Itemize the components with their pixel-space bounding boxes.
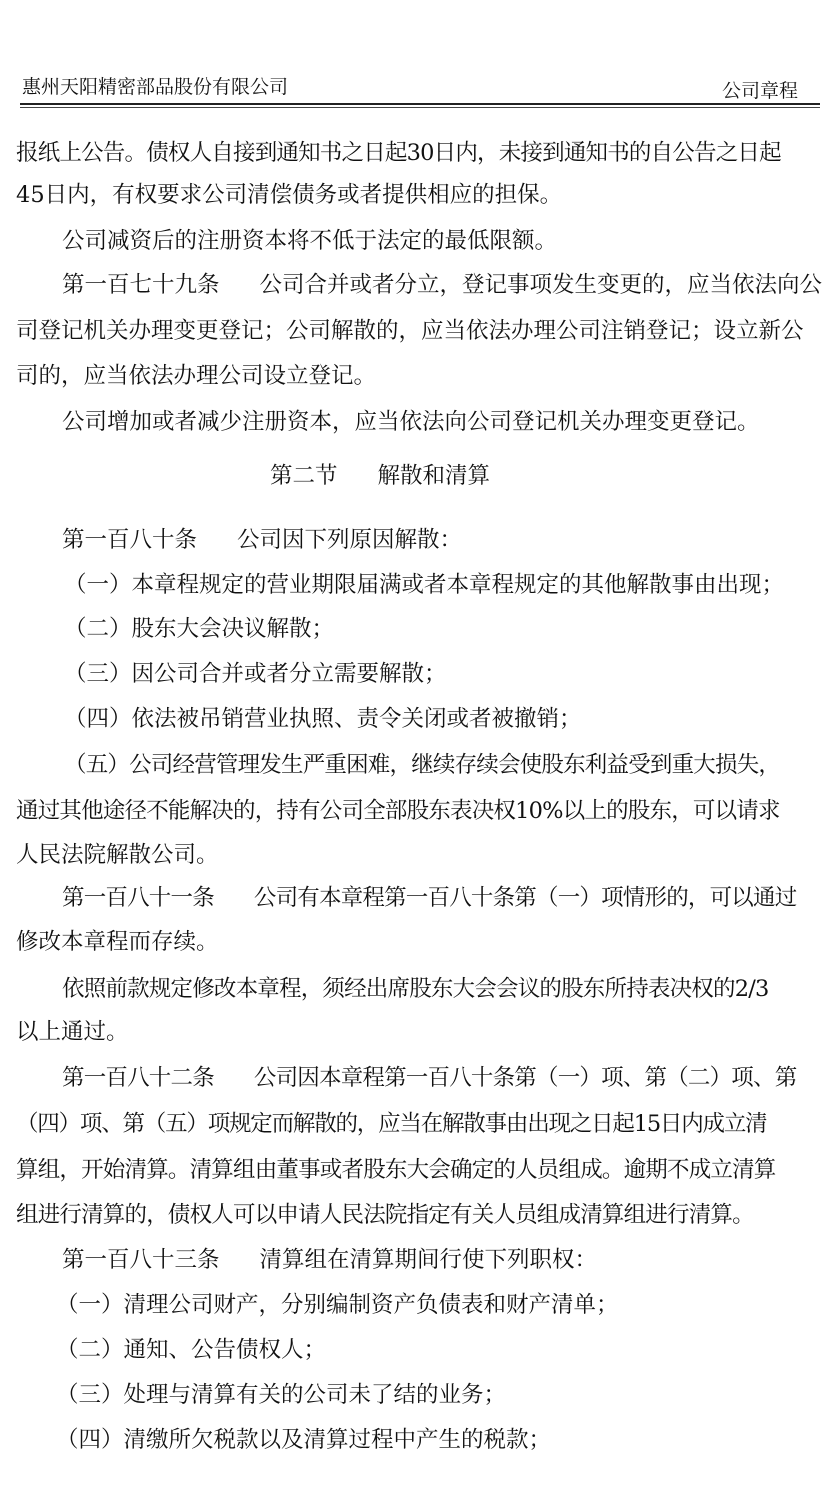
article-182-line: 第一百八十二条 公司因本章程第一百八十条第（一）项、第（二）项、第 <box>62 1065 797 1091</box>
header-rule <box>20 103 820 105</box>
article-181-line: 第一百八十一条 公司有本章程第一百八十条第（一）项情形的，可以通过 <box>62 885 797 911</box>
list-item: （四）清缴所欠税款以及清算过程中产生的税款； <box>56 1427 552 1453</box>
article-182-line: 组进行清算的，债权人可以申请人民法院指定有关人员组成清算组进行清算。 <box>16 1202 754 1228</box>
article-181-line: 修改本章程而存续。 <box>16 929 219 955</box>
header-rule-thin <box>20 107 820 108</box>
article-number: 第一百八十一条 <box>62 885 214 911</box>
article-180-line: 第一百八十条 公司因下列原因解散： <box>62 527 463 553</box>
article-number: 第一百八十三条 <box>62 1247 220 1273</box>
paragraph-line: 依照前款规定修改本章程，须经出席股东大会会议的股东所持表决权的2/3 <box>62 976 769 1002</box>
list-item: （一）清理公司财产，分别编制资产负债表和财产清单； <box>56 1292 619 1318</box>
article-number: 第一百八十条 <box>62 527 198 553</box>
list-item: （五）公司经营管理发生严重困难，继续存续会使股东利益受到重大损失， <box>64 752 781 778</box>
list-item-continued: 通过其他途径不能解决的，持有公司全部股东表决权10%以上的股东，可以请求 <box>16 798 780 824</box>
list-item: （三）因公司合并或者分立需要解散； <box>64 661 447 687</box>
company-name: 惠州天阳精密部品股份有限公司 <box>22 76 289 98</box>
document-title: 公司章程 <box>722 80 799 102</box>
article-179-line: 第一百七十九条 公司合并或者分立，登记事项发生变更的，应当依法向公 <box>62 272 823 298</box>
list-item: （三）处理与清算有关的公司未了结的业务； <box>56 1382 507 1408</box>
section-heading: 第二节 解散和清算 <box>269 463 491 489</box>
article-179-line: 司的，应当依法办理公司设立登记。 <box>16 363 377 389</box>
article-number: 第一百八十二条 <box>62 1065 214 1091</box>
list-item-continued: 人民法院解散公司。 <box>16 842 219 868</box>
article-number: 第一百七十九条 <box>62 272 220 298</box>
list-item: （一）本章程规定的营业期限届满或者本章程规定的其他解散事由出现； <box>64 572 785 598</box>
paragraph-line: 公司减资后的注册资本将不低于法定的最低限额。 <box>62 228 558 254</box>
article-182-line: 算组，开始清算。清算组由董事或者股东大会确定的人员组成。逾期不成立清算 <box>16 1157 776 1183</box>
paragraph-line: 以上通过。 <box>16 1019 129 1045</box>
list-item: （二）股东大会决议解散； <box>64 616 335 642</box>
article-179-line: 司登记机关办理变更登记；公司解散的，应当依法办理公司注销登记；设立新公 <box>16 318 804 344</box>
paragraph-line: 公司增加或者减少注册资本，应当依法向公司登记机关办理变更登记。 <box>62 409 760 435</box>
list-item: （二）通知、公告债权人； <box>56 1337 327 1363</box>
page-header <box>0 0 840 100</box>
paragraph-line: 报纸上公告。债权人自接到通知书之日起30日内，未接到通知书的自公告之日起 <box>16 140 781 166</box>
article-183-line: 第一百八十三条 清算组在清算期间行使下列职权： <box>62 1247 598 1273</box>
article-182-line: （四）项、第（五）项规定而解散的，应当在解散事由出现之日起15日内成立清 <box>16 1111 767 1137</box>
list-item: （四）依法被吊销营业执照、责令关闭或者被撤销； <box>64 706 582 732</box>
paragraph-line: 45日内，有权要求公司清偿债务或者提供相应的担保。 <box>16 182 563 208</box>
